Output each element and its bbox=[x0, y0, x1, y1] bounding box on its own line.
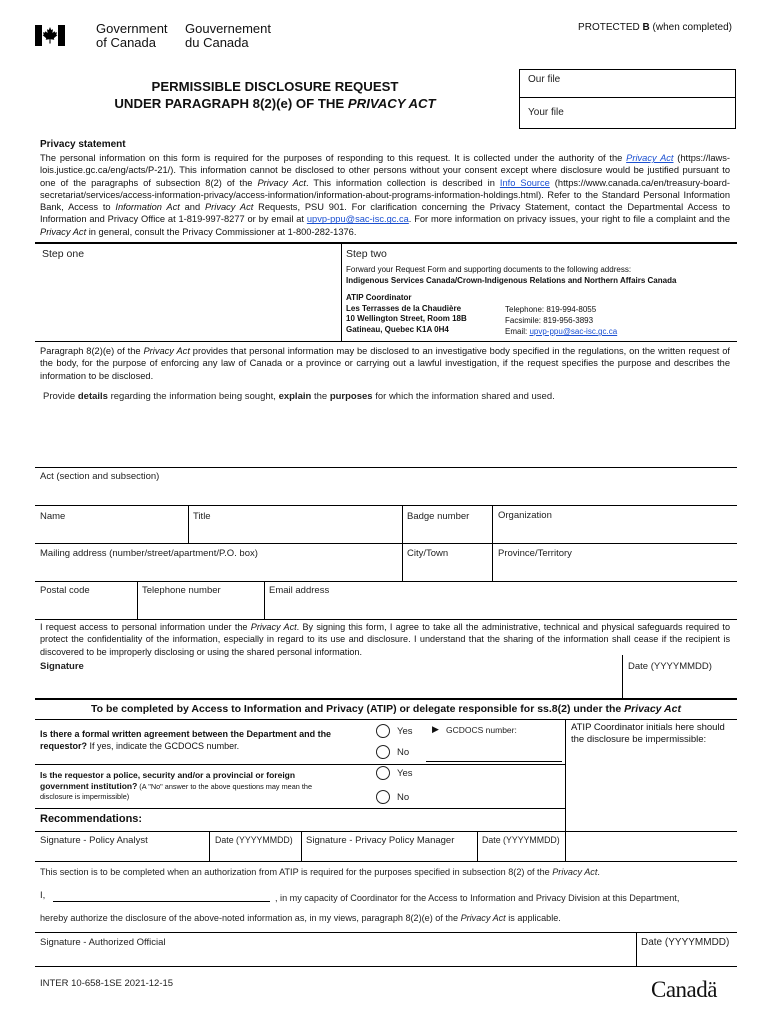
your-file-field[interactable]: Your file bbox=[528, 107, 564, 118]
policy-analyst-signature-label: Signature - Policy Analyst bbox=[40, 835, 148, 846]
step-two-label: Step two bbox=[346, 248, 387, 260]
signature-label: Signature bbox=[40, 661, 84, 672]
step-one-label: Step one bbox=[42, 248, 85, 260]
government-flag-logo bbox=[35, 25, 65, 46]
postal-code-label: Postal code bbox=[40, 585, 90, 596]
police-no-label: No bbox=[397, 792, 410, 803]
form-title: PERMISSIBLE DISCLOSURE REQUEST UNDER PARAGRAPH 8(2)(e) OF THE PRIVACY ACT bbox=[114, 79, 436, 111]
paragraph-82e-text: Paragraph 8(2)(e) of the Privacy Act provides that personal information may be disclosed to an investigative body specified in the regulations, on the written request of the body, for the purpose of enforcing any law of Canada or a province or carrying out a lawful investigation, if the request specifies the purpose and describes the information to be disclosed. bbox=[40, 346, 730, 381]
authorization-i-label: I, bbox=[40, 890, 46, 901]
date-label: Date (YYYYMMDD) bbox=[628, 661, 712, 672]
authorization-intro: This section is to be completed when an authorization from ATIP is required for the purposes specified in subsection 8(2) of the Privacy Act. bbox=[40, 867, 600, 877]
privacy-act-link[interactable]: Privacy Act bbox=[626, 153, 674, 163]
form-number: INTER 10-658-1SE 2021-12-15 bbox=[40, 978, 174, 989]
privacy-statement-text: The personal information on this form is required for the purposes of responding to this request. It is collected under the authority of the Privacy Act (https://laws-lois.justice.gc.ca/eng/acts/P-21/). This information cannot be disclosed to other persons without your consent except where disclosure would be justified pursuant to one of the paragraphs of subsection 8(2) of the Privacy Act. This information collection is described in Info Source (https://www.canada.ca/en/treasury-board-secretariat/services/access-information-privacy/access-information/information-about-programs-information-holdings.html). Refer to the Standard Personal Information Bank, Access to Information Act and Privacy Act Requests, PSU 901. For clarification concerning the Privacy Statement, contact the Departmental Access to Information and Privacy Office at 1-819-997-8277 or by email at upvp-ppu@sac-isc.gc.ca. For more information on privacy issues, your right to file a complaint and the Privacy Act in general, consult the Privacy Commissioner at 1-800-282-1376. bbox=[40, 153, 730, 237]
coordinator-name-line[interactable] bbox=[53, 901, 270, 902]
protected-label: PROTECTED B (when completed) bbox=[578, 22, 732, 33]
privacy-manager-signature-label: Signature - Privacy Policy Manager bbox=[306, 835, 455, 846]
organization-label: Organization bbox=[498, 510, 552, 521]
recommendations-heading: Recommendations: bbox=[40, 813, 143, 825]
mailing-address-block: ATIP Coordinator Les Terrasses de la Chaudière 10 Wellington Street, Room 18B Gatineau, Quebec K1A 0H4 bbox=[346, 293, 467, 334]
province-label: Province/Territory bbox=[498, 548, 572, 559]
atip-email-link[interactable]: upvp-ppu@sac-isc.gc.ca bbox=[306, 214, 409, 225]
contact-email-link[interactable]: upvp-ppu@sac-isc.gc.ca bbox=[529, 327, 618, 336]
atip-section-heading: To be completed by Access to Information and Privacy (ATIP) or delegate responsible for ss.8(2) under the Privacy Act bbox=[91, 703, 681, 715]
details-field[interactable] bbox=[35, 385, 737, 467]
agreement-yes-label: Yes bbox=[397, 726, 413, 737]
name-field-label: Name bbox=[40, 511, 66, 522]
authorized-official-date-label: Date (YYYYMMDD) bbox=[641, 937, 730, 948]
police-yes-label: Yes bbox=[397, 768, 413, 779]
government-signature-fr: Gouvernement du Canada bbox=[185, 21, 271, 50]
city-label: City/Town bbox=[407, 548, 449, 559]
agreement-no-radio[interactable] bbox=[376, 745, 390, 759]
authorized-official-signature-label: Signature - Authorized Official bbox=[40, 937, 166, 948]
privacy-statement-heading: Privacy statement bbox=[40, 139, 126, 150]
act-field-label: Act (section and subsection) bbox=[40, 471, 160, 482]
gcdocs-number-line[interactable] bbox=[426, 761, 562, 762]
police-institution-question: Is the requestor a police, security and/or a provincial or foreign government institution? (A "No" answer to the above questions may mean the disclosure is impermissible) bbox=[40, 770, 313, 801]
canada-wordmark: Canadä bbox=[651, 977, 717, 1002]
our-file-field[interactable]: Our file bbox=[528, 74, 561, 85]
gcdocs-number-label: GCDOCS number: bbox=[446, 725, 517, 735]
privacy-manager-date-label: Date (YYYYMMDD) bbox=[482, 835, 560, 845]
telephone-label: Telephone number bbox=[142, 585, 221, 596]
department-name: Indigenous Services Canada/Crown-Indigenous Relations and Northern Affairs Canada bbox=[346, 276, 677, 285]
police-no-radio[interactable] bbox=[376, 790, 390, 804]
authorization-statement: hereby authorize the disclosure of the above-noted information as, in my views, paragraph 8(2)(e) of the Privacy Act is applicable. bbox=[40, 913, 561, 923]
consent-text: I request access to personal information under the Privacy Act. By signing this form, I agree to take all the administrative, technical and physical safeguards required to protect the confidentiality of the information, especially in regard to its use and disclosure. I understand that the sharing of the information shall cease if the recipient is discovered to be improperly disclosing or using the shared personal information. bbox=[40, 622, 731, 657]
policy-analyst-date-label: Date (YYYYMMDD) bbox=[215, 835, 293, 845]
coordinator-initials-label: ATIP Coordinator initials here should the disclosure be impermissible: bbox=[571, 722, 725, 745]
police-yes-radio[interactable] bbox=[376, 766, 390, 780]
government-signature-en: Government of Canada bbox=[96, 21, 168, 50]
agreement-no-label: No bbox=[397, 747, 410, 758]
info-source-link[interactable]: Info Source bbox=[499, 177, 550, 188]
gcdocs-arrow-icon: ▶ bbox=[432, 724, 439, 734]
authorization-capacity-text: , in my capacity of Coordinator for the Access to Information and Privacy Division at this Department, bbox=[275, 893, 680, 903]
mailing-address-label: Mailing address (number/street/apartment/P.O. box) bbox=[40, 548, 258, 559]
file-reference-box bbox=[519, 69, 736, 129]
email-label: Email address bbox=[269, 585, 330, 596]
contact-block: Telephone: 819-994-8055 Facsimile: 819-956-3893 Email: upvp-ppu@sac-isc.gc.ca bbox=[505, 305, 618, 336]
details-instructions: Provide details regarding the information being sought, explain the purposes for which the information shared and used. bbox=[43, 391, 555, 402]
agreement-yes-radio[interactable] bbox=[376, 724, 390, 738]
title-field-label: Title bbox=[193, 511, 211, 522]
agreement-question: Is there a formal written agreement between the Department and the requestor? If yes, indicate the GCDOCS number. bbox=[40, 729, 332, 751]
forward-instructions: Forward your Request Form and supporting documents to the following address: bbox=[346, 265, 632, 274]
badge-number-label: Badge number bbox=[407, 511, 470, 522]
